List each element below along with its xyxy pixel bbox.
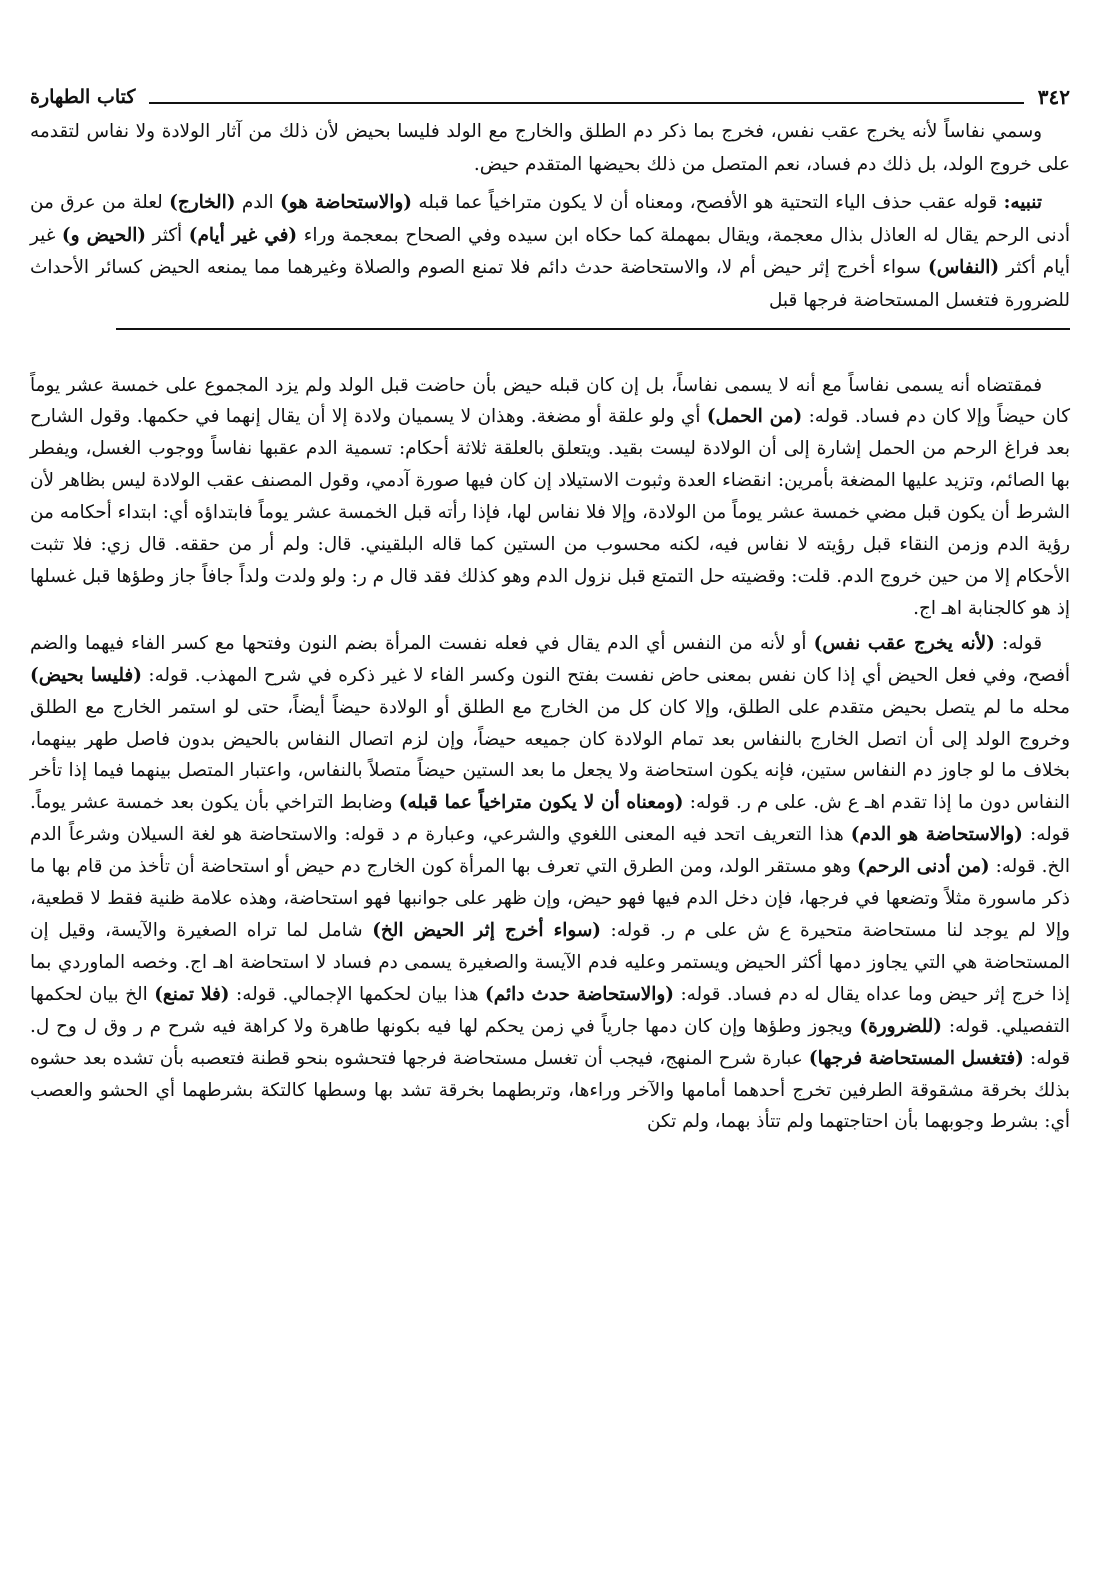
- keyword: (فلا تمنع): [154, 983, 230, 1005]
- commentary-paragraph-2: [30, 628, 1070, 1139]
- text-span: وهو مستقر الولد، ومن الطرق التي تعرف بها المرأة كون الخارج دم حيض أو استحاضة أن تأخذ من قام بها ما ذكر ماسورة مثلاً وتضعها في فرجها، فإن دخل الدم فيها فهو حيض، وإن ظهر على جوانبها فهو استحاضة، وهذه علامة ظنية فقط لا قطعية، وإلا لم يوجد لنا مستحاضة متحيرة ع ش على م ر. قوله:: [30, 856, 1070, 941]
- text-span: قوله:: [1002, 632, 1042, 654]
- page-number: ٣٤٢: [1037, 85, 1070, 109]
- keyword: (النفاس): [928, 257, 1000, 279]
- text-span: هذا بيان لحكمها الإجمالي. قوله:: [236, 983, 479, 1005]
- running-title: كتاب الطهارة: [30, 86, 136, 108]
- text-span: محله ما لم يتصل بحيض متقدم على الطلق، وإلا كان كل من الخارج مع الطلق أو الولادة حيضاً أيضاً، حتى لو استمر الخارج مع الطلق وخروج الولد إلى أن اتصل الخارج بالنفاس بعد تمام الولادة كان جميعه حيضاً، وإن لزم اتصال النفاس بالحيض بدون فاصل طهر بينهما، بخلاف ما لو جاوز دم النفاس ستين، فإنه يكون استحاضة ولا يجعل ما بعد الستين حيضاً متصلاً بالنفاس، واعتبار المتصل بينهما فيما إذا تأخر النفاس دون ما إذا تقدم اهـ ع ش. على م ر. قوله:: [30, 696, 1070, 814]
- keyword: (فتغسل المستحاضة فرجها): [808, 1047, 1024, 1069]
- main-paragraph-1: وسمي نفاساً لأنه يخرج عقب نفس، فخرج بما ذكر دم الطلق والخارج مع الولد فليسا بحيض لأن ذلك من آثار الولادة ولا نفاس لتقدمه على خروج الولد، بل ذلك دم فساد، نعم المتصل من ذلك بحيضها المتقدم حيض.: [30, 121, 1070, 175]
- keyword: (سواء أخرج إثر الحيض الخ): [372, 919, 601, 941]
- text-span: وضابط التراخي بأن يكون بعد خمسة عشر يوماً. قوله:: [30, 792, 1070, 846]
- text-span: أي ولو علقة أو مضغة. وهذان لا يسميان ولادة إلا أن يقال إنهما في حكمها. وقول الشارح بعد فراغ الرحم من الحمل إشارة إلى أن الولادة ليست بقيد. ويتعلق بالعلقة ثلاثة أحكام: تسمية الدم عقبها نفاساً ووجوب الغسل، ويفطر بها الصائم، وتزيد عليها المضغة بأمرين: انقضاء العدة وثبوت الاستيلاد إن كان فيها صورة آدمي، وقول المصنف عقب الولادة ليس بظاهر لأن الشرط أن يكون قبل مضي خمسة عشر يوماً من الولادة، وإلا فلا نفاس لها، فإذا رأته قبل الخمسة عشر يوماً فابتداؤه أي: ابتداء أحكامه من رؤية الدم وزمن النقاء قبل رؤيته لا نفاس فيه، لكنه محسوب من الستين كما قاله البلقيني. قال: ولم أر من حققه. قال زي: فلا تثبت الأحكام إلا من حين خروج الدم. قلت: وقضيته حل التمتع قبل نزول الدم وهو كذلك فقد قال م ر: ولو ولدت ولداً جافاً جاز وطؤها قبل غسلها إذ هو كالجنابة اهـ اج.: [30, 406, 1070, 619]
- text-span: قوله عقب حذف الياء التحتية هو الأفصح، ومعناه أن لا يكون متراخياً عما قبله: [418, 192, 998, 214]
- keyword: (للضرورة): [859, 1015, 942, 1037]
- header-rule: [149, 102, 1023, 104]
- text-span: عبارة شرح المنهج، فيجب أن تغسل مستحاضة فرجها فتحشوه بنحو قطنة فتعصبه بأن تشده بعد حشوه بذلك بخرقة مشقوقة الطرفين تخرج أحدهما أمامها والآخر وراءها، وتربطهما بخرقة تشد بها وسطها كالتكة بشرطهما أي الحشو والعصب أي: بشرط وجوبهما بأن احتاجتهما ولم تتأذ بهما، ولم تكن: [30, 1047, 1070, 1133]
- note-lead: تنبيه:: [1003, 192, 1042, 214]
- section-divider: [116, 328, 1070, 330]
- keyword: (والاستحاضة حدث دائم): [485, 983, 674, 1005]
- keyword: (من الحمل): [706, 406, 803, 428]
- keyword: (من أدنى الرحم): [857, 856, 990, 878]
- text-span: الدم: [241, 192, 274, 214]
- text-span: فمقتضاه أنه يسمى نفاساً مع أنه لا يسمى نفاساً، بل إن كان قبله حيض بأن حاضت قبل الولد ولم يزد المجموع على خمسة عشر يوماً كان حيضاً وإلا كان دم فساد. قوله:: [30, 374, 1070, 428]
- keyword: (والاستحاضة هو الدم): [850, 824, 1023, 846]
- main-text: [30, 116, 1070, 318]
- text-span: ويجوز وطؤها وإن كان دمها جارياً في زمن يحكم لها فيه بكونها طاهرة ولا كراهة فيه شرح م ر وق ل وح ل. قوله:: [30, 1015, 1070, 1069]
- keyword: (لأنه يخرج عقب نفس): [813, 632, 995, 654]
- keyword: (في غير أيام): [188, 224, 298, 246]
- text-span: شامل لما تراه الصغيرة والآيسة، وقيل إن المستحاضة هي التي يجاوز دمها أكثر الحيض ويستمر وعليه فدم الآيسة والصغيرة يسمى دم فساد لا استحاضة اهـ اج. وخصه الماوردي بما إذا خرج إثر حيض وما عداه يقال له دم فساد. قوله:: [30, 919, 1071, 1005]
- keyword: (والاستحاضة هو): [280, 192, 412, 214]
- text-span: الخ بيان لحكمها التفصيلي. قوله:: [30, 983, 1070, 1037]
- keyword: (الحيض و): [61, 224, 147, 246]
- text-span: أكثر: [152, 224, 183, 246]
- page-header: [30, 80, 1070, 114]
- text-span: أو لأنه من النفس أي الدم يقال في فعله نفست المرأة بضم النون وفتحها مع كسر الفاء فيهما والضم أفصح، وفي فعل الحيض أي إذا كان نفس بمعنى حاض نفست بفتح النون وكسر الفاء لا غير ذكره في شرح المهذب. قوله:: [30, 632, 1070, 686]
- keyword: (فليسا بحيض): [30, 664, 142, 686]
- text-span: لعلة من عرق من أدنى الرحم يقال له العاذل بذال معجمة، ويقال بمهملة كما حكاه ابن سيده وفي الصحاح بمعجمة وراء: [30, 192, 1070, 246]
- page: [30, 80, 1070, 1138]
- main-paragraph-2: [30, 187, 1070, 317]
- text-span: سواء أخرج إثر حيض أم لا، والاستحاضة حدث دائم فلا تمنع الصوم والصلاة وغيرهما مما يمنعه الحيض كسائر الأحداث للضرورة فتغسل المستحاضة فرجها قبل: [30, 257, 1070, 311]
- keyword: (ومعناه أن لا يكون متراخياً عما قبله): [398, 792, 684, 814]
- commentary-text: [30, 370, 1070, 1139]
- commentary-paragraph-1: [30, 370, 1070, 625]
- keyword: (الخارج): [169, 192, 236, 214]
- text-span: هذا التعريف اتحد فيه المعنى اللغوي والشرعي، وعبارة م د قوله: والاستحاضة هو لغة السيلان وشرعاً الدم الخ. قوله:: [30, 824, 1070, 878]
- text-span: غير أيام أكثر: [30, 224, 1070, 279]
